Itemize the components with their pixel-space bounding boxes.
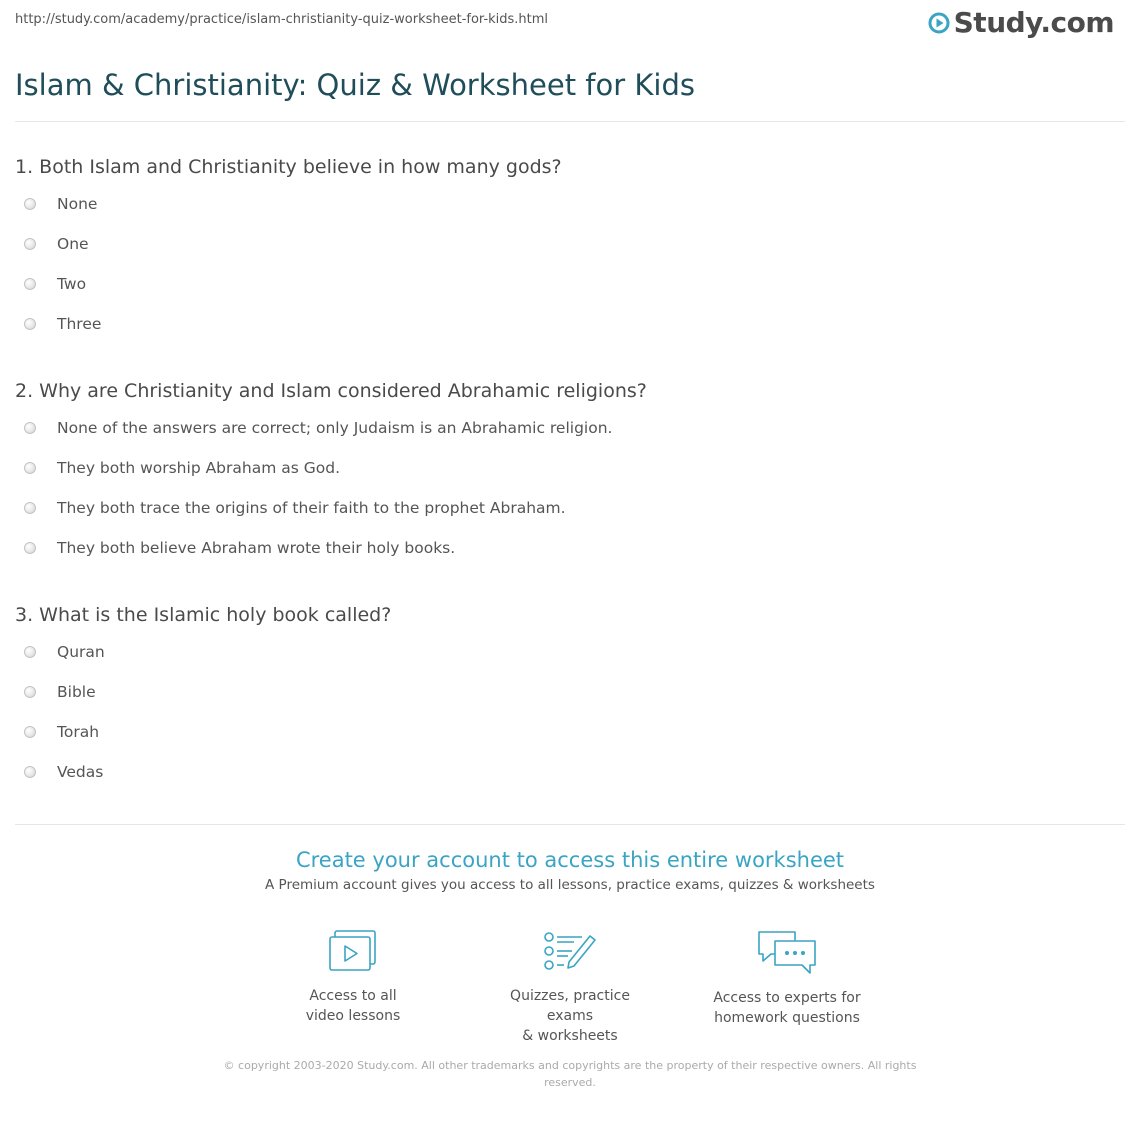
logo-text: Study.com <box>953 6 1114 39</box>
answer-label: Bible <box>57 683 96 701</box>
radio-button[interactable] <box>24 198 36 210</box>
answer-option[interactable] <box>15 184 1125 224</box>
answer-options <box>15 184 1125 344</box>
answer-option[interactable] <box>15 712 1125 752</box>
answer-label: Torah <box>57 723 100 741</box>
answer-option[interactable] <box>15 752 1125 792</box>
answer-option[interactable] <box>15 672 1125 712</box>
video-lessons-icon <box>327 928 379 974</box>
cta-subheading: A Premium account gives you access to all lessons, practice exams, quizzes & worksheets <box>265 877 875 893</box>
page-url: http://study.com/academy/practice/islam-christianity-quiz-worksheet-for-kids.html <box>15 12 549 27</box>
cta-heading-link[interactable]: Create your account to access this entire worksheet <box>295 848 845 872</box>
radio-button[interactable] <box>24 238 36 250</box>
radio-button[interactable] <box>24 502 36 514</box>
question-title: 2. Why are Christianity and Islam considered Abrahamic religions? <box>15 380 647 402</box>
radio-button[interactable] <box>24 766 36 778</box>
radio-button[interactable] <box>24 422 36 434</box>
page-title: Islam & Christianity: Quiz & Worksheet for Kids <box>15 68 695 102</box>
play-circle-icon <box>928 12 950 34</box>
feature-video-lessons <box>271 928 435 1046</box>
answer-option[interactable] <box>15 488 1125 528</box>
question-1 <box>15 155 1125 344</box>
answer-label: None <box>57 195 98 213</box>
question-2 <box>15 379 1125 568</box>
answer-option[interactable] <box>15 224 1125 264</box>
quiz-checklist-icon <box>542 928 598 974</box>
feature-quizzes <box>488 928 652 1046</box>
answer-option[interactable] <box>15 632 1125 672</box>
question-title: 3. What is the Islamic holy book called? <box>15 604 392 626</box>
radio-button[interactable] <box>24 686 36 698</box>
feature-label: Quizzes, practice exams & worksheets <box>510 988 630 1044</box>
answer-label: None of the answers are correct; only Judaism is an Abrahamic religion. <box>57 419 613 437</box>
divider <box>15 824 1125 825</box>
radio-button[interactable] <box>24 318 36 330</box>
radio-button[interactable] <box>24 462 36 474</box>
chat-bubbles-icon <box>755 928 819 976</box>
answer-label: Three <box>57 315 102 333</box>
answer-option[interactable] <box>15 264 1125 304</box>
answer-label: One <box>57 235 89 253</box>
study-logo[interactable] <box>928 6 1114 39</box>
feature-experts <box>705 928 869 1046</box>
answer-option[interactable] <box>15 304 1125 344</box>
answer-label: Two <box>57 275 87 293</box>
answer-label: They both worship Abraham as God. <box>57 459 341 477</box>
question-3 <box>15 603 1125 792</box>
signup-cta <box>0 846 1140 893</box>
radio-button[interactable] <box>24 278 36 290</box>
answer-option[interactable] <box>15 448 1125 488</box>
answer-label: Quran <box>57 643 105 661</box>
answer-option[interactable] <box>15 528 1125 568</box>
answer-label: They both believe Abraham wrote their holy books. <box>57 539 456 557</box>
feature-label: Access to all video lessons <box>305 988 401 1024</box>
divider <box>15 121 1125 122</box>
question-title: 1. Both Islam and Christianity believe in how many gods? <box>15 156 562 178</box>
radio-button[interactable] <box>24 646 36 658</box>
radio-button[interactable] <box>24 542 36 554</box>
answer-label: They both trace the origins of their faith to the prophet Abraham. <box>57 499 566 517</box>
answer-options <box>15 632 1125 792</box>
answer-option[interactable] <box>15 408 1125 448</box>
radio-button[interactable] <box>24 726 36 738</box>
copyright-footer: © copyright 2003-2020 Study.com. All other trademarks and copyrights are the property of their respective owners. All rights reserved. <box>223 1059 917 1089</box>
feature-list <box>0 928 1140 1046</box>
answer-options <box>15 408 1125 568</box>
feature-label: Access to experts for homework questions <box>713 990 861 1026</box>
answer-label: Vedas <box>57 763 104 781</box>
